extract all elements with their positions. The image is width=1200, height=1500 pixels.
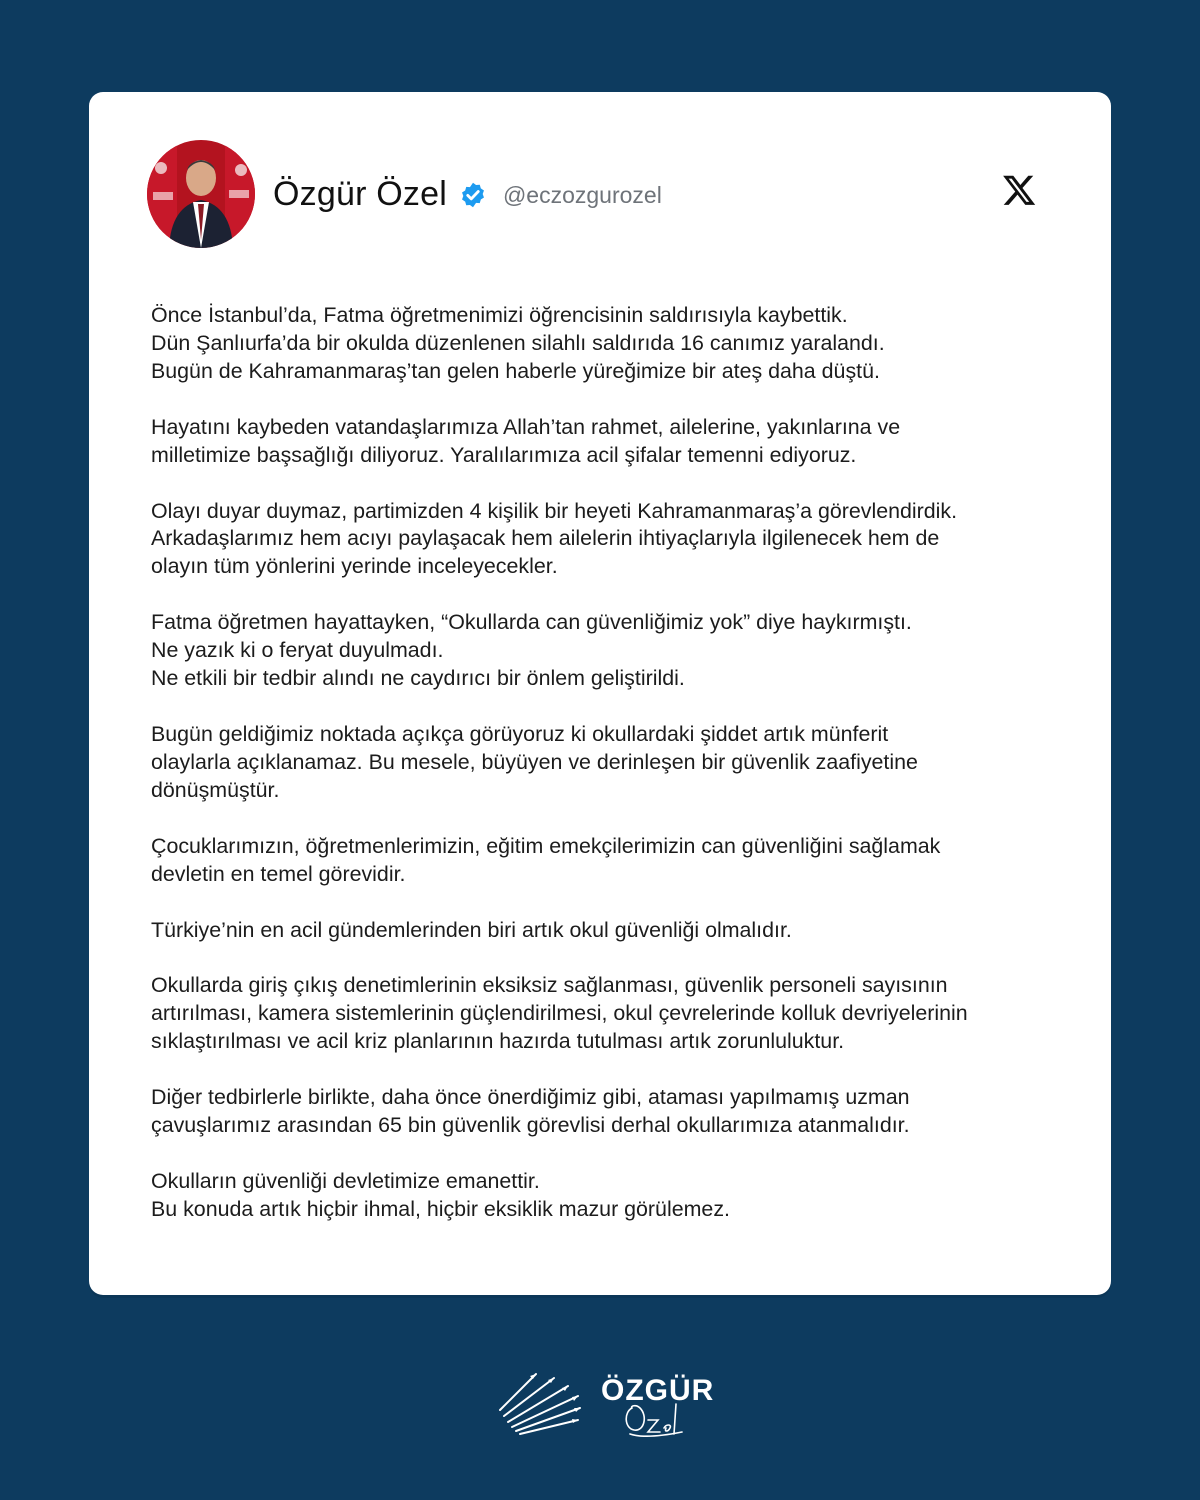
post-paragraph bbox=[151, 917, 1061, 945]
post-text-line: Bu konuda artık hiçbir ihmal, hiçbir eksiklik mazur görülemez. bbox=[151, 1196, 730, 1221]
author-handle[interactable]: @eczozgurozel bbox=[502, 182, 662, 208]
post-text-line: Fatma öğretmen hayattayken, “Okullarda can güvenliğimiz yok” diye haykırmıştı. bbox=[151, 610, 912, 635]
post-text-line: milletimize başsağlığı diliyoruz. Yaralılarımıza acil şifalar temenni ediyoruz. bbox=[151, 442, 857, 467]
avatar[interactable] bbox=[147, 140, 255, 248]
post-text-line: sıklaştırılması ve acil kriz planlarının hazırda tutulması artık zorunluluktur. bbox=[151, 1029, 845, 1054]
post-text-line: Okulların güvenliği devletimize emanettir. bbox=[151, 1168, 540, 1193]
post-text-line: Ne yazık ki o feryat duyulmadı. bbox=[151, 638, 444, 663]
post-text-line: olayın tüm yönlerini yerinde inceleyecekler. bbox=[151, 554, 558, 579]
author-name[interactable]: Özgür Özel bbox=[273, 174, 447, 213]
post-text-line: Diğer tedbirlerle birlikte, daha önce önerdiğimiz gibi, ataması yapılmamış uzman bbox=[151, 1085, 910, 1110]
post-text-line: artırılması, kamera sistemlerinin güçlendirilmesi, okul çevrelerinde kolluk devriyelerinin bbox=[151, 1001, 968, 1026]
post-paragraph bbox=[151, 414, 1061, 470]
post-paragraph bbox=[151, 1168, 1061, 1224]
post-text-line: devletin en temel görevidir. bbox=[151, 861, 406, 886]
verified-badge-icon bbox=[459, 181, 487, 209]
post-header bbox=[147, 140, 1047, 248]
post-text-line: olaylarla açıklanamaz. Bu mesele, büyüyen ve derinleşen bir güvenlik zaafiyetine bbox=[151, 749, 918, 774]
post-paragraph bbox=[151, 833, 1061, 889]
post-text-line: Olayı duyar duymaz, partimizden 4 kişilik bir heyeti Kahramanmaraş’a görevlendirdik. bbox=[151, 498, 958, 523]
x-logo-icon[interactable] bbox=[1001, 172, 1037, 208]
post-text-line: Bugün de Kahramanmaraş’tan gelen haberle yüreğimize bir ateş daha düştü. bbox=[151, 358, 880, 383]
footer-signature bbox=[622, 1398, 692, 1442]
post-text-line: Okullarda giriş çıkış denetimlerinin eksiksiz sağlanması, güvenlik personeli sayısının bbox=[151, 973, 948, 998]
post-paragraph bbox=[151, 609, 1061, 693]
post-text-line: Hayatını kaybeden vatandaşlarımıza Allah’tan rahmet, ailelerine, yakınlarına ve bbox=[151, 414, 901, 439]
post-paragraph bbox=[151, 498, 1061, 582]
post-text-line: Dün Şanlıurfa’da bir okulda düzenlenen silahlı saldırıda 16 canımız yaralandı. bbox=[151, 330, 885, 355]
post-text-line: dönüşmüştür. bbox=[151, 777, 280, 802]
post-text-line: çavuşlarımız arasından 65 bin güvenlik görevlisi derhal okullarımıza atanmalıdır. bbox=[151, 1113, 910, 1138]
post-text-line: Arkadaşlarımız hem acıyı paylaşacak hem ailelerin ihtiyaçlarıyla ilgilenecek hem de bbox=[151, 526, 940, 551]
post-text-line: Bugün geldiğimiz noktada açıkça görüyoruz ki okullardaki şiddet artık münferit bbox=[151, 721, 889, 746]
author-row bbox=[273, 170, 662, 218]
post-card bbox=[89, 92, 1111, 1295]
post-text-line: Çocuklarımızın, öğretmenlerimizin, eğitim emekçilerimizin can güvenliğini sağlamak bbox=[151, 833, 941, 858]
avatar-image bbox=[147, 140, 255, 248]
post-text-line: Ne etkili bir tedbir alındı ne caydırıcı bir önlem geliştirildi. bbox=[151, 666, 685, 691]
post-text-line: Türkiye’nin en acil gündemlerinden biri artık okul güvenliği olmalıdır. bbox=[151, 917, 792, 942]
post-text-line: Önce İstanbul’da, Fatma öğretmenimizi öğrencisinin saldırısıyla kaybettik. bbox=[151, 303, 848, 327]
footer-wordmark: ÖZGÜR bbox=[601, 1374, 715, 1407]
post-paragraph bbox=[151, 1084, 1061, 1140]
post-paragraph bbox=[151, 302, 1061, 386]
post-paragraph bbox=[151, 972, 1061, 1056]
post-paragraph bbox=[151, 721, 1061, 805]
post-body bbox=[151, 302, 1061, 1252]
